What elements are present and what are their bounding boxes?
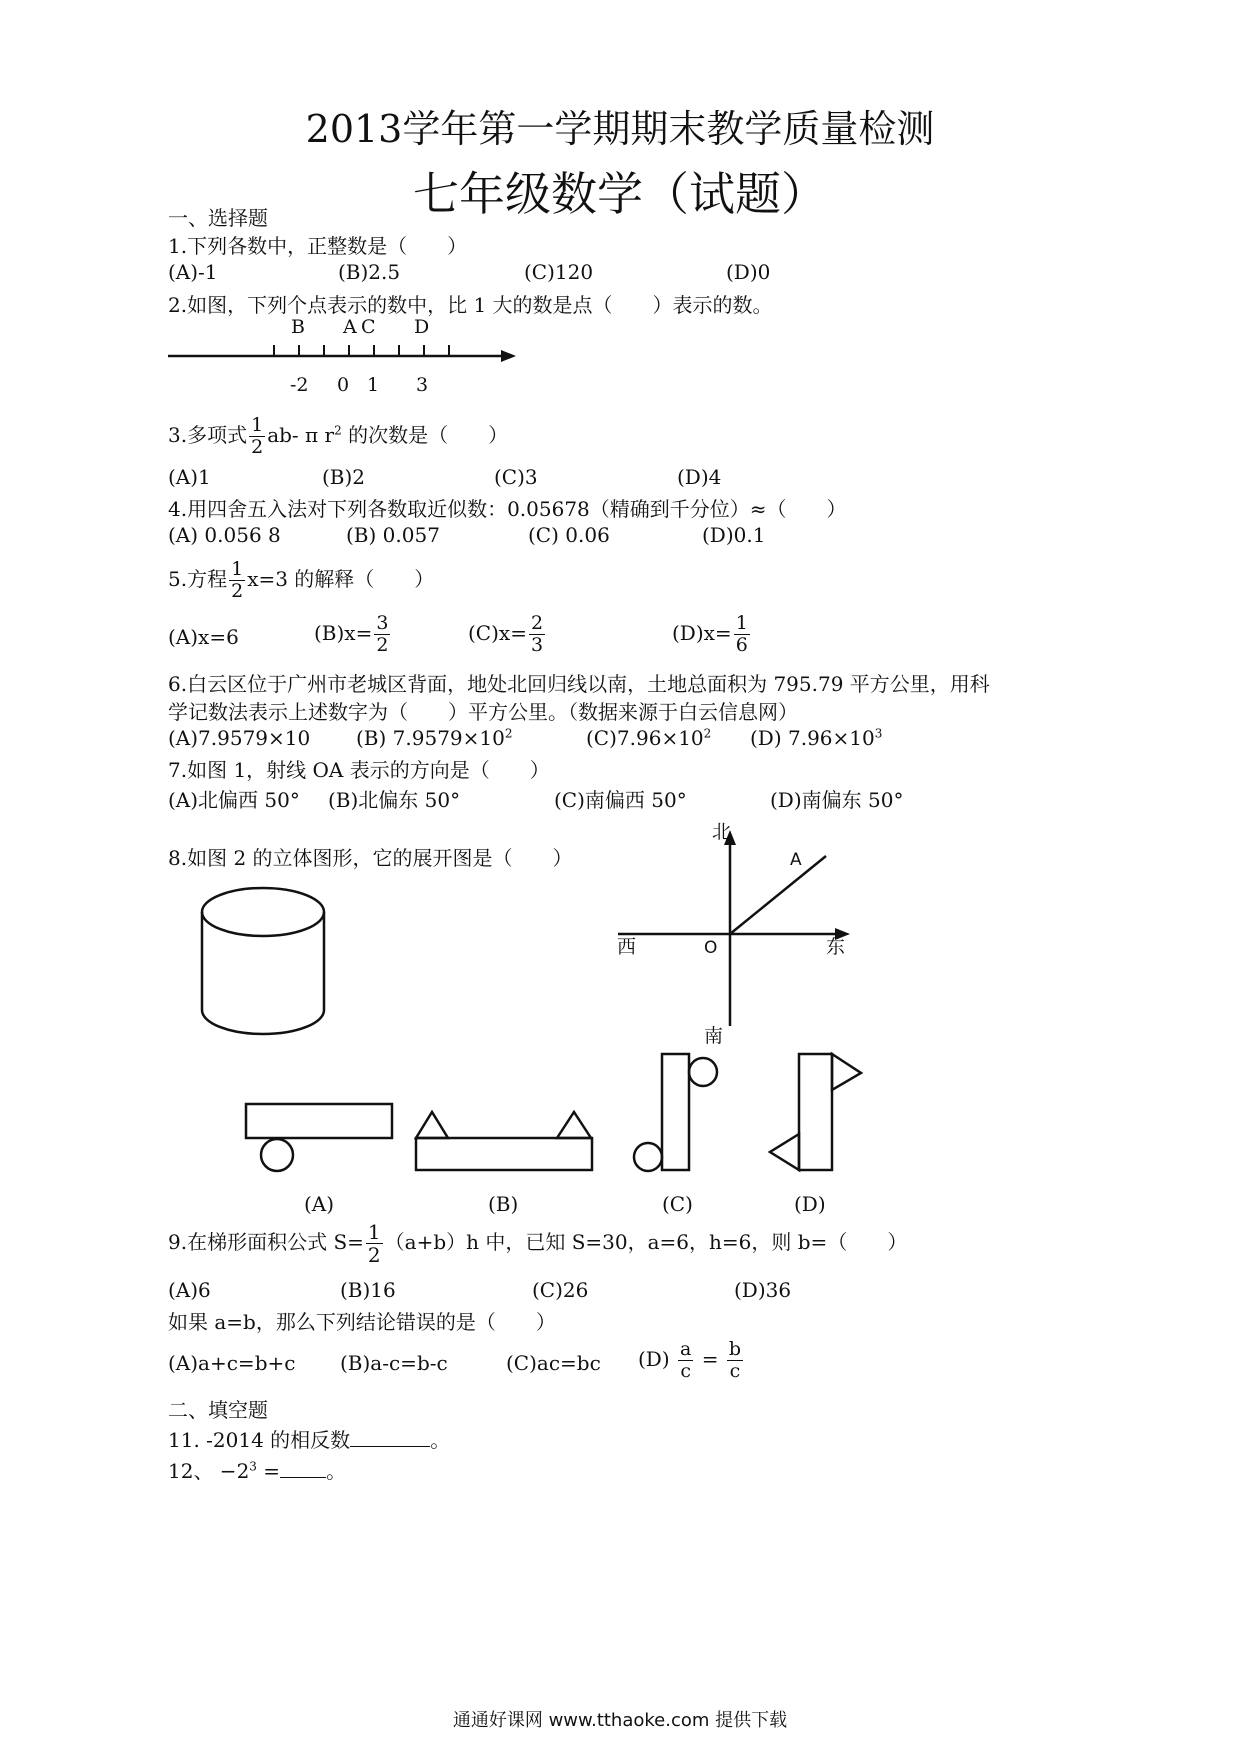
ray-point-label: A [790,850,802,870]
compass-south-label: 南 [704,1025,724,1047]
question-8-option-a-label: (A) [304,1192,335,1216]
question-1-option-a: (A)-1 [168,260,218,284]
option-fraction [374,614,390,655]
option-fraction-left [678,1340,693,1381]
question-5-option-a: (A)x=6 [168,625,239,649]
question-6-option-a: (A)7.9579×10 [168,726,311,750]
question-5-prefix: 5.方程 [168,567,228,591]
fraction-denominator: c [729,1360,741,1382]
page-footer: 通通好课网 www.tthaoke.com 提供下载 [452,1710,788,1731]
question-9-suffix: （a+b）h 中，已知 S=30，a=6，h=6，则 b=（ ） [384,1230,908,1254]
question-4-option-a: (A) 0.056 8 [168,523,281,547]
question-5-option-b [314,614,392,655]
question-6-line-2: 学记数法表示上述数字为（ ）平方公里。（数据来源于白云信息网） [168,700,798,724]
fraction-denominator: 2 [231,580,244,602]
net-a-circle [261,1139,293,1171]
question-8-stem: 8.如图 2 的立体图形，它的展开图是（ ） [168,846,573,870]
tick-label-minus2: -2 [290,374,309,396]
question-12 [168,1455,346,1484]
question-10-option-b: (B)a-c=b-c [340,1351,448,1375]
fraction-numerator: a [680,1338,692,1360]
option-prefix: (B)x= [314,621,373,645]
question-12-text: 12、 −2 [168,1459,250,1483]
net-b-right-triangle [557,1112,591,1138]
question-11 [168,1424,450,1453]
option-exponent: 3 [874,726,883,741]
question-3-exponent: 2 [334,423,342,438]
fraction-denominator: 2 [376,634,389,656]
number-line-arrow [501,350,516,362]
question-5-suffix: x=3 的解释（ ） [247,567,435,591]
question-10-option-d [638,1340,745,1381]
net-b-rectangle [416,1138,592,1170]
question-5-stem [168,560,434,601]
fraction-denominator: 2 [251,436,264,458]
question-10-option-c: (C)ac=bc [506,1351,601,1375]
question-3-prefix: 3.多项式 [168,423,248,447]
net-c-bottom-circle [634,1143,662,1171]
net-d-rectangle [799,1054,832,1170]
fraction-denominator: 6 [735,634,748,656]
net-option-a-figure [246,1104,392,1171]
fraction-denominator: c [680,1360,691,1382]
question-4-stem: 4.用四舍五入法对下列各数取近似数：0.05678（精确到千分位）≈（ ） [168,497,847,521]
cylinder-top [202,888,324,936]
question-9-option-d: (D)36 [734,1278,792,1302]
net-option-c-figure [634,1054,717,1171]
fraction-numerator: 2 [530,612,544,634]
question-1-stem: 1.下列各数中，正整数是（ ） [168,234,468,258]
question-3-expression: ab- π r [267,423,335,447]
question-3-option-c: (C)3 [494,465,538,489]
question-9-fraction [366,1222,383,1265]
equals-sign: = [701,1347,719,1371]
point-label-b: B [291,316,305,338]
fraction-denominator: 3 [530,634,544,656]
net-a-rectangle [246,1104,392,1138]
question-12-exponent: 3 [249,1459,257,1474]
net-d-bottom-triangle [770,1134,799,1170]
option-text: (D) 7.96×10 [750,726,875,750]
question-7-option-b: (B)北偏东 50° [328,788,461,812]
option-fraction [734,614,750,655]
fraction-denominator: 2 [367,1243,381,1267]
question-11-text: 11. -2014 的相反数 [168,1428,351,1452]
net-c-top-circle [689,1058,717,1086]
question-7-option-a: (A)北偏西 50° [168,788,300,812]
question-9-option-c: (C)26 [532,1278,589,1302]
question-2-stem: 2.如图，下列个点表示的数中，比 1 大的数是点（ ）表示的数。 [168,293,773,317]
question-11-suffix: 。 [430,1428,451,1452]
question-12-suffix: 。 [326,1459,347,1483]
fraction-numerator: 1 [251,414,264,436]
option-text: (C)7.96×10 [586,726,704,750]
fraction-numerator: 1 [231,558,244,580]
option-prefix: (D)x= [672,621,732,645]
question-9-option-a: (A)6 [168,1278,211,1302]
question-3-fraction [249,416,265,457]
option-fraction [529,614,545,655]
point-label-d: D [414,316,430,338]
exam-subtitle: 七年级数学（试题） [413,167,827,221]
number-line-figure [168,316,516,396]
option-fraction-right [727,1340,743,1381]
net-option-b-figure [416,1112,592,1170]
compass-figure [617,821,850,1047]
question-7-stem: 7.如图 1，射线 OA 表示的方向是（ ） [168,758,550,782]
answer-blank[interactable] [280,1459,326,1478]
question-4-option-d: (D)0.1 [702,523,766,547]
question-7-option-d: (D)南偏东 50° [770,788,904,812]
question-10-stem: 如果 a=b，那么下列结论错误的是（ ） [168,1310,556,1334]
tick-label-0: 0 [337,374,350,396]
question-6-line-1: 6.白云区位于广州市老城区背面，地处北回归线以南，土地总面积为 795.79 平方公里，用科 [168,672,990,696]
compass-east-label: 东 [826,936,846,958]
question-6-option-c [586,726,711,750]
question-5-option-c [468,614,547,655]
compass-west-label: 西 [617,936,637,958]
question-1-option-b: (B)2.5 [338,260,401,284]
fraction-numerator: b [728,1338,741,1360]
net-d-top-triangle [832,1054,861,1090]
cylinder-bottom [202,1010,324,1034]
question-3-suffix: 的次数是（ ） [348,423,509,447]
question-9-option-b: (B)16 [340,1278,396,1302]
compass-north-label: 北 [712,821,732,843]
compass-origin-label: O [704,938,718,958]
question-9-prefix: 9.在梯形面积公式 S= [168,1230,364,1254]
question-4-option-b: (B) 0.057 [346,523,440,547]
tick-label-1: 1 [367,374,380,396]
question-3-option-d: (D)4 [677,465,722,489]
net-option-d-figure [770,1054,861,1170]
question-3-option-b: (B)2 [322,465,366,489]
question-8-option-c-label: (C) [662,1192,693,1216]
net-c-rectangle [662,1054,689,1170]
point-label-c: C [361,316,376,338]
question-8-option-b-label: (B) [488,1192,519,1216]
question-5-fraction [229,560,245,601]
option-prefix: (D) [638,1347,670,1371]
exam-title: 2013学年第一学期期末教学质量检测 [305,107,935,151]
fraction-numerator: 1 [367,1220,381,1244]
number-line-ticks [274,345,449,356]
option-prefix: (C)x= [468,621,527,645]
ray-oa [730,856,826,934]
question-7-option-c: (C)南偏西 50° [554,788,687,812]
question-6-option-d [750,726,882,750]
question-9-stem [168,1222,907,1265]
question-12-equals: = [256,1459,281,1483]
section-choice-heading: 一、选择题 [168,206,268,230]
tick-label-3: 3 [416,374,429,396]
cylinder-figure [202,888,324,1034]
fraction-numerator: 3 [376,612,389,634]
question-5-option-d [672,614,752,655]
question-3-stem [168,416,508,457]
question-6-option-b [356,726,513,750]
option-exponent: 2 [504,726,513,741]
question-1-option-c: (C)120 [524,260,594,284]
answer-blank[interactable] [350,1428,430,1447]
question-4-option-c: (C) 0.06 [528,523,610,547]
option-text: (B) 7.9579×10 [356,726,505,750]
question-8-option-d-label: (D) [794,1192,826,1216]
option-exponent: 2 [703,726,712,741]
section-fill-heading: 二、填空题 [168,1398,268,1422]
fraction-numerator: 1 [735,612,748,634]
question-10-option-a: (A)a+c=b+c [168,1351,296,1375]
question-1-option-d: (D)0 [726,260,771,284]
point-label-a: A [343,316,357,338]
net-b-left-triangle [416,1112,448,1138]
question-3-option-a: (A)1 [168,465,211,489]
